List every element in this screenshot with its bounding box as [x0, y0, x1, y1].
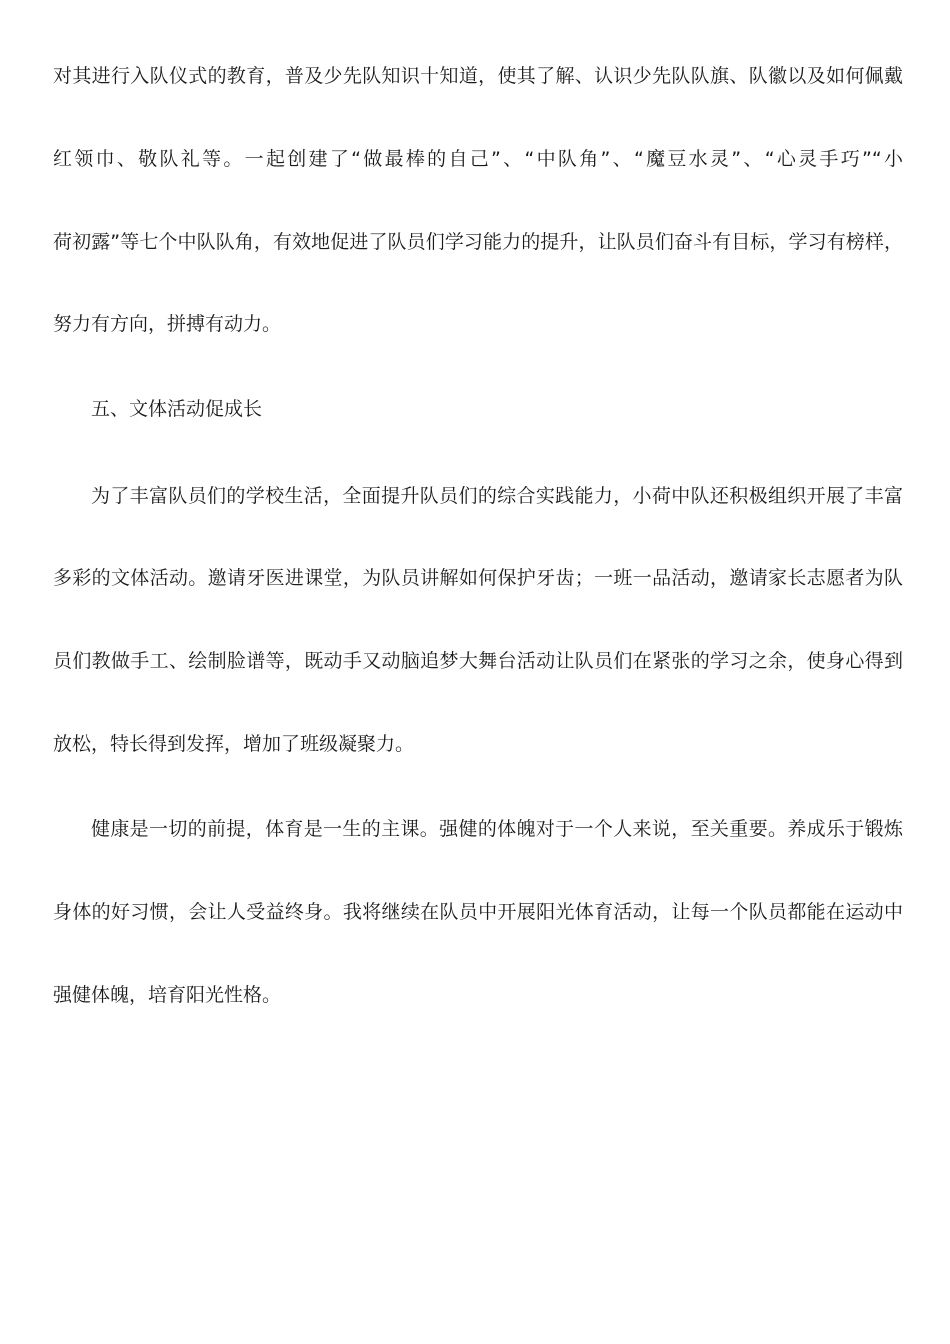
- paragraph-line: 努力有方向，拼搏有动力。: [53, 313, 282, 335]
- paragraph-line: 对其进行入队仪式的教育，普及少先队知识十知道，使其了解、认识少先队队旗、队徽以及如何佩戴: [53, 65, 903, 87]
- paragraph-line: 健康是一切的前提，体育是一生的主课。强健的体魄对于一个人来说，至关重要。养成乐于锻炼: [91, 818, 903, 840]
- paragraph-line: 荷初露”等七个中队队角，有效地促进了队员们学习能力的提升，让队员们奋斗有目标，学习有榜样，: [53, 231, 903, 253]
- paragraph-line: 红领巾、敬队礼等。一起创建了“做最棒的自己”、“中队角”、“魔豆水灵”、“心灵手巧”“小: [53, 148, 903, 170]
- paragraph-line: 强健体魄，培育阳光性格。: [53, 984, 282, 1006]
- paragraph-line: 放松，特长得到发挥，增加了班级凝聚力。: [53, 733, 415, 755]
- section-heading: 五、文体活动促成长: [91, 398, 263, 420]
- paragraph-line: 为了丰富队员们的学校生活，全面提升队员们的综合实践能力，小荷中队还积极组织开展了丰富: [91, 485, 903, 507]
- paragraph-line: 身体的好习惯，会让人受益终身。我将继续在队员中开展阳光体育活动，让每一个队员都能在运动中: [53, 901, 903, 923]
- paragraph-line: 员们教做手工、绘制脸谱等，既动手又动脑追梦大舞台活动让队员们在紧张的学习之余，使身心得到: [53, 650, 903, 672]
- paragraph-line: 多彩的文体活动。邀请牙医进课堂，为队员讲解如何保护牙齿；一班一品活动，邀请家长志愿者为队: [53, 567, 903, 589]
